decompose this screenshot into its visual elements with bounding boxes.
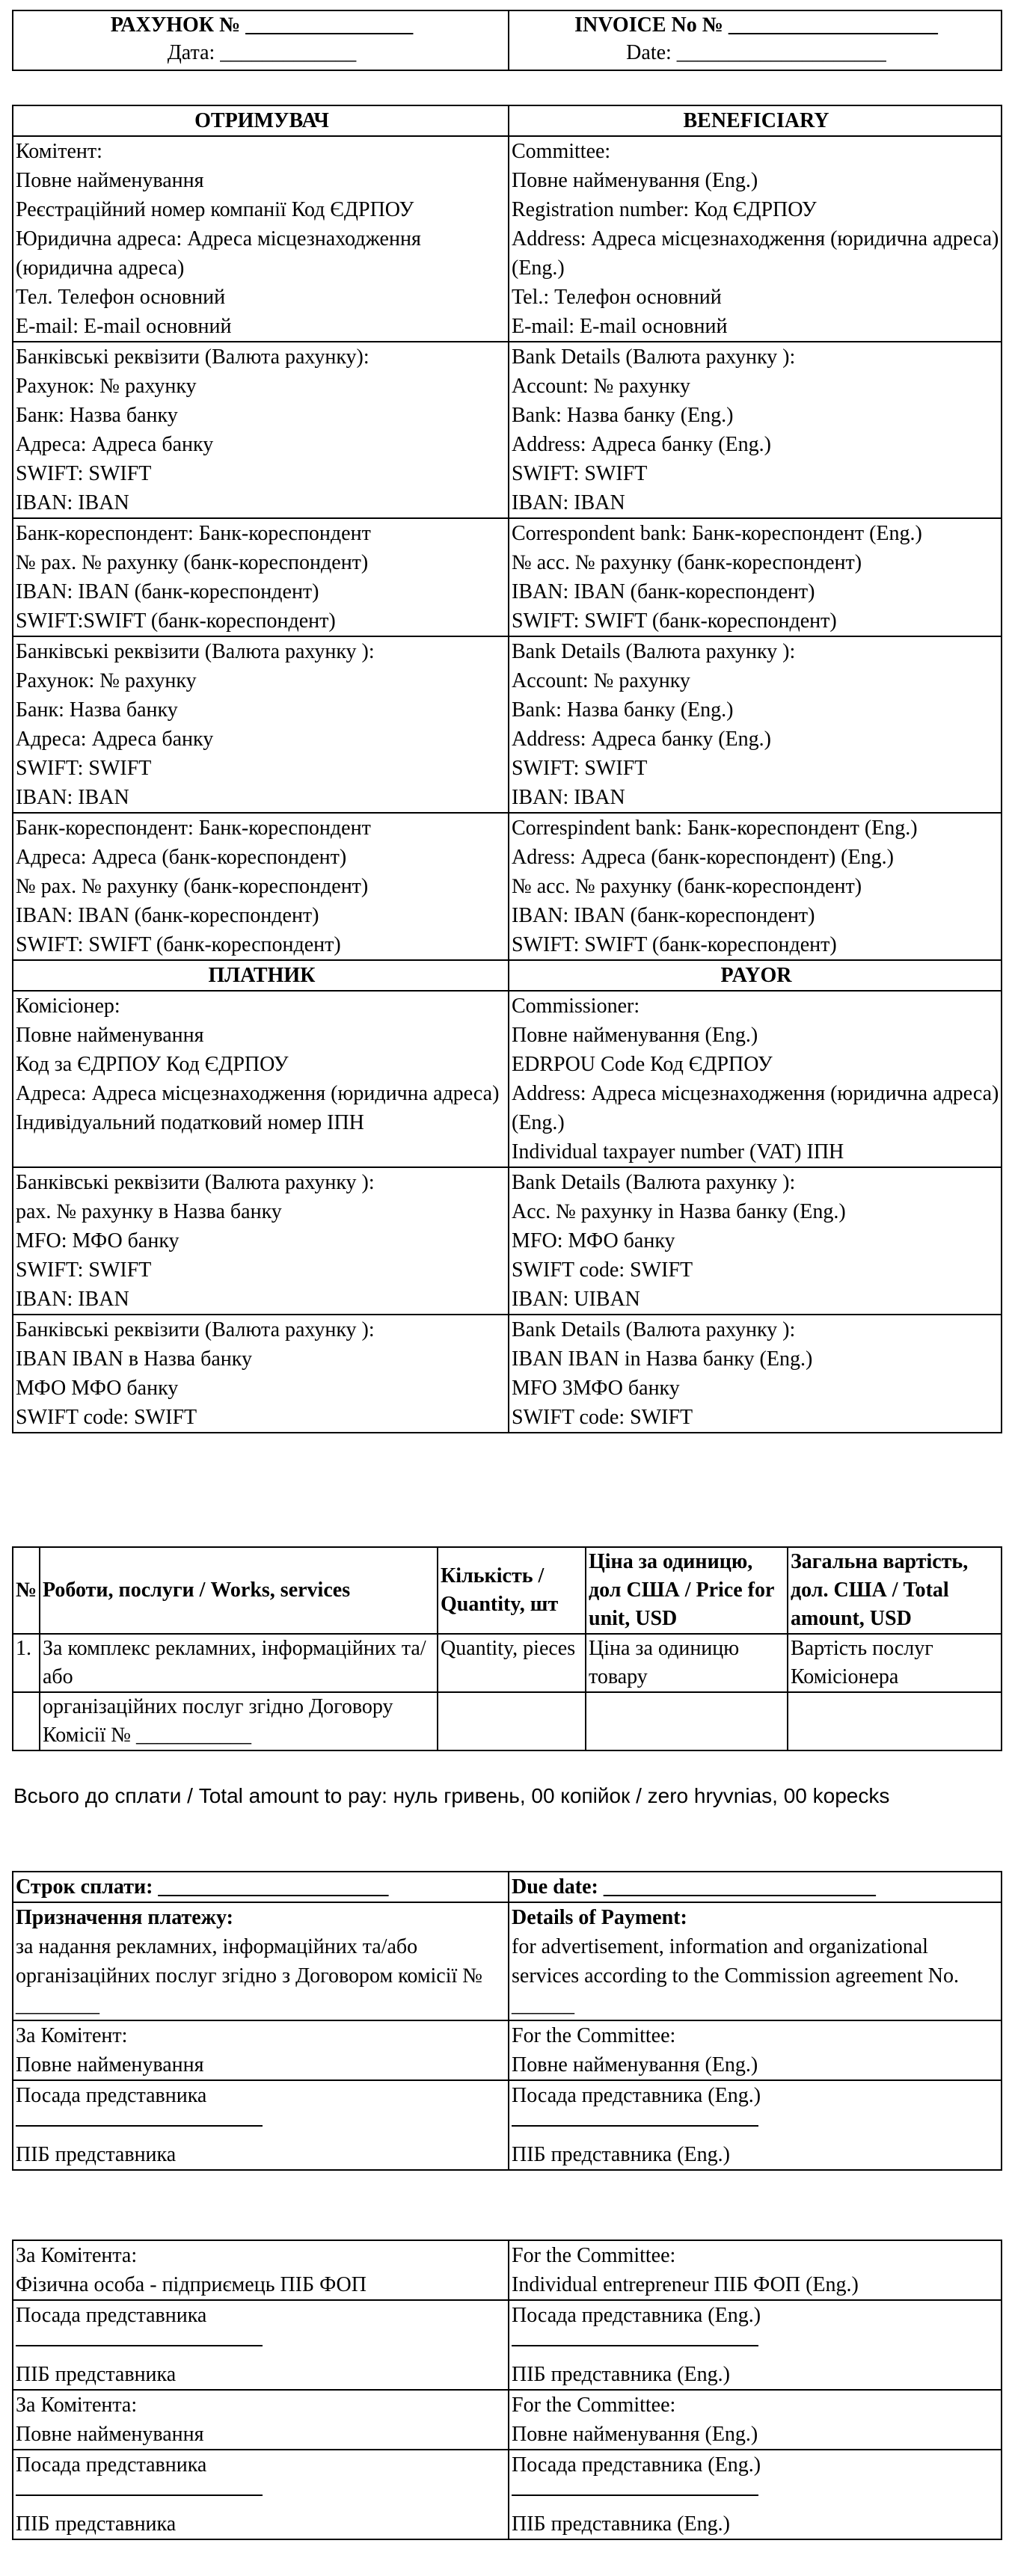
- table-row: [13, 1634, 1002, 1692]
- text-line: Повне найменування (Eng.): [512, 2053, 758, 2077]
- text-line: Юридична адреса: Адреса місцезнаходження (юридична адреса): [16, 227, 421, 280]
- text-line: Address: Адреса місцезнаходження (юридична адреса) (Eng.): [512, 1082, 999, 1134]
- text-line: Повне найменування: [16, 169, 204, 192]
- text-line: Реєстраційний номер компанії Код ЄДРПОУ: [16, 198, 414, 221]
- name-label: ПІБ представника (Eng.): [512, 2512, 730, 2536]
- row-total-empty: [788, 1692, 1002, 1750]
- sig2-for-ua: [13, 2390, 509, 2450]
- payment-signature-en: [509, 2080, 1002, 2170]
- text-line: Commissioner:: [512, 995, 640, 1018]
- text-line: For the Committee:: [512, 2024, 676, 2047]
- text-line: Address: Адреса банку (Eng.): [512, 728, 771, 751]
- text-line: MFO: МФО банку: [16, 1229, 180, 1252]
- text-line: Повне найменування: [16, 1024, 204, 1047]
- col-header-total: Загальна вартість, дол. США / Total amount, USD: [788, 1547, 1002, 1634]
- text-line: Individual entrepreneur ПІБ ФОП (Eng.): [512, 2273, 859, 2296]
- text-line: Адреса: Адреса банку: [16, 433, 214, 456]
- text-line: SWIFT: SWIFT (банк-кореспондент): [16, 933, 341, 956]
- text-line: Tel.: Телефон основний: [512, 286, 722, 309]
- text-line: Повне найменування: [16, 2423, 204, 2446]
- text-line: Фізична особа - підприємець ПІБ ФОП: [16, 2273, 367, 2296]
- name-label: ПІБ представника (Eng.): [512, 2143, 730, 2166]
- text-line: IBAN: IBAN (банк-кореспондент): [16, 580, 319, 603]
- text-line: For the Committee:: [512, 2244, 676, 2267]
- text-line: Address: Адреса банку (Eng.): [512, 433, 771, 456]
- invoice-date-en: Date: ____________________: [626, 41, 886, 64]
- text-line: Рахунок: № рахунку: [16, 375, 197, 398]
- table-row: [13, 1692, 1002, 1750]
- text-line: Account: № рахунку: [512, 669, 690, 692]
- text-line: Registration number: Код ЄДРПОУ: [512, 198, 817, 221]
- text-line: IBAN: IBAN (банк-кореспондент): [512, 904, 815, 927]
- text-line: Acc. № рахунку in Назва банку (Eng.): [512, 1200, 846, 1223]
- text-line: Bank Details (Валюта рахунку ):: [512, 640, 796, 663]
- services-table: [12, 1546, 1002, 1751]
- purpose-heading: Details of Payment:: [512, 1906, 687, 1929]
- text-line: За Комітента:: [16, 2394, 138, 2417]
- text-line: рах. № рахунку в Назва банку: [16, 1200, 282, 1223]
- position-label: Посада представника (Eng.): [512, 2453, 761, 2477]
- header-right-cell: [509, 10, 1002, 70]
- recipient-block1-en: [509, 136, 1002, 342]
- text-line: IBAN: IBAN: [512, 786, 625, 809]
- text-line: SWIFT: SWIFT (банк-кореспондент): [512, 933, 837, 956]
- text-line: Correspindent bank: Банк-кореспондент (Eng.): [512, 817, 918, 840]
- col-header-price: Ціна за одиницю, дол США / Price for unit, USD: [586, 1547, 788, 1634]
- name-label: ПІБ представника: [16, 2143, 177, 2166]
- recipient-block5-en: [509, 813, 1002, 960]
- signatures-table: [12, 2240, 1002, 2540]
- text-line: IBAN: IBAN (банк-кореспондент): [16, 904, 319, 927]
- text-line: SWIFT code: SWIFT: [512, 1258, 693, 1282]
- text-line: За Комітента:: [16, 2244, 138, 2267]
- text-line: Individual taxpayer number (VAT) ІПН: [512, 1140, 844, 1163]
- text-line: SWIFT: SWIFT: [512, 462, 648, 485]
- payer-heading-ua: ПЛАТНИК: [13, 960, 509, 991]
- text-line: IBAN: IBAN: [16, 1288, 129, 1311]
- purpose-text: for advertisement, information and organizational services according to the Commission agreement No. ______: [512, 1935, 959, 2017]
- name-label: ПІБ представника (Eng.): [512, 2363, 730, 2386]
- payment-for-ua: [13, 2020, 509, 2080]
- text-line: Повне найменування (Eng.): [512, 2423, 758, 2446]
- row-num: 1.: [13, 1634, 40, 1692]
- text-line: For the Committee:: [512, 2394, 676, 2417]
- signature-line: [16, 2480, 263, 2496]
- text-line: Банківські реквізити (Валюта рахунку ):: [16, 640, 375, 663]
- sig2-for-en: [509, 2390, 1002, 2450]
- recipient-heading-en: BENEFICIARY: [509, 105, 1002, 136]
- purpose-text: за надання рекламних, інформаційних та/або організаційних послуг згідно з Договором комісії № ________: [16, 1935, 483, 2017]
- payer-block2-en: [509, 1167, 1002, 1315]
- text-line: MFO: МФО банку: [512, 1229, 675, 1252]
- text-line: SWIFT: SWIFT (банк-кореспондент): [512, 609, 837, 633]
- payment-purpose-ua: [13, 1902, 509, 2020]
- recipient-block2-ua: [13, 342, 509, 518]
- text-line: Адреса: Адреса (банк-кореспондент): [16, 846, 347, 869]
- text-line: IBAN: IBAN: [512, 491, 625, 514]
- recipient-block5-ua: [13, 813, 509, 960]
- text-line: SWIFT: SWIFT: [16, 757, 152, 780]
- position-label: Посада представника: [16, 2084, 207, 2107]
- text-line: Bank Details (Валюта рахунку ):: [512, 1318, 796, 1341]
- row-quantity: Quantity, pieces: [438, 1634, 586, 1692]
- text-line: MFO 3МФО банку: [512, 1377, 680, 1400]
- text-line: Банк-кореспондент: Банк-кореспондент: [16, 522, 371, 545]
- text-line: Банківські реквізити (Валюта рахунку):: [16, 345, 369, 369]
- payer-block1-en: [509, 991, 1002, 1167]
- text-line: Correspondent bank: Банк-кореспондент (Eng.): [512, 522, 922, 545]
- text-line: IBAN: IBAN: [16, 491, 129, 514]
- text-line: SWIFT: SWIFT: [16, 1258, 152, 1282]
- row-total: Вартість послуг Комісіонера: [788, 1634, 1002, 1692]
- text-line: Bank: Назва банку (Eng.): [512, 404, 734, 427]
- recipient-block2-en: [509, 342, 1002, 518]
- payer-block2-ua: [13, 1167, 509, 1315]
- text-line: EDRPOU Code Код ЄДРПОУ: [512, 1053, 773, 1076]
- invoice-title-ua: РАХУНОК № ________________: [110, 13, 414, 37]
- name-label: ПІБ представника: [16, 2512, 177, 2536]
- sig1-for-en: [509, 2240, 1002, 2300]
- text-line: № рах. № рахунку (банк-кореспондент): [16, 875, 369, 898]
- sig1-signature-ua: [13, 2300, 509, 2390]
- text-line: МФО МФО банку: [16, 1377, 179, 1400]
- text-line: № acc. № рахунку (банк-кореспондент): [512, 875, 862, 898]
- recipient-block4-ua: [13, 636, 509, 813]
- text-line: Повне найменування (Eng.): [512, 1024, 758, 1047]
- text-line: № рах. № рахунку (банк-кореспондент): [16, 551, 369, 574]
- position-label: Посада представника (Eng.): [512, 2304, 761, 2327]
- text-line: Bank Details (Валюта рахунку ):: [512, 1171, 796, 1194]
- text-line: IBAN: IBAN (банк-кореспондент): [512, 580, 815, 603]
- due-date-en: Due date: __________________________: [509, 1872, 1002, 1902]
- text-line: Повне найменування (Eng.): [512, 169, 758, 192]
- row-num-empty: [13, 1692, 40, 1750]
- text-line: Банківські реквізити (Валюта рахунку ):: [16, 1318, 375, 1341]
- due-date-ua: Строк сплати: ______________________: [13, 1872, 509, 1902]
- row-service: За комплекс рекламних, інформаційних та/або: [40, 1634, 438, 1692]
- text-line: Address: Адреса місцезнаходження (юридична адреса) (Eng.): [512, 227, 999, 280]
- payment-purpose-en: [509, 1902, 1002, 2020]
- text-line: Комітент:: [16, 140, 102, 163]
- text-line: IBAN: IBAN: [16, 786, 129, 809]
- signature-line: [512, 2110, 758, 2127]
- text-line: Adress: Адреса (банк-кореспондент) (Eng.): [512, 846, 894, 869]
- text-line: Bank Details (Валюта рахунку ):: [512, 345, 796, 369]
- text-line: Індивідуальний податковий номер ІПН: [16, 1111, 364, 1134]
- position-label: Посада представника (Eng.): [512, 2084, 761, 2107]
- text-line: E-mail: E-mail основний: [512, 315, 728, 338]
- text-line: Банк-кореспондент: Банк-кореспондент: [16, 817, 371, 840]
- text-line: IBAN: UIBAN: [512, 1288, 640, 1311]
- row-price-empty: [586, 1692, 788, 1750]
- text-line: Committee:: [512, 140, 611, 163]
- recipient-block3-en: [509, 518, 1002, 636]
- recipient-block4-en: [509, 636, 1002, 813]
- text-line: Код за ЄДРПОУ Код ЄДРПОУ: [16, 1053, 289, 1076]
- row-quantity-empty: [438, 1692, 586, 1750]
- text-line: Повне найменування: [16, 2053, 204, 2077]
- col-header-service: Роботи, послуги / Works, services: [40, 1547, 438, 1634]
- total-amount-line: Всього до сплати / Total amount to pay: нуль гривень, 00 копійок / zero hryvnias, 00 kopecks: [13, 1784, 890, 1807]
- text-line: Банк: Назва банку: [16, 698, 178, 722]
- row-price: Ціна за одиницю товару: [586, 1634, 788, 1692]
- invoice-date-ua: Дата: _____________: [167, 41, 357, 64]
- text-line: IBAN IBAN в Назва банку: [16, 1347, 252, 1371]
- purpose-heading: Призначення платежу:: [16, 1906, 233, 1929]
- recipient-block3-ua: [13, 518, 509, 636]
- header-left-cell: [13, 10, 509, 70]
- row-service-cont: організаційних послуг згідно Договору Комісії № ___________: [40, 1692, 438, 1750]
- payer-heading-en: PAYOR: [509, 960, 1002, 991]
- signature-line: [512, 2480, 758, 2496]
- recipient-heading-ua: ОТРИМУВАЧ: [13, 105, 509, 136]
- sig1-signature-en: [509, 2300, 1002, 2390]
- signature-line: [512, 2330, 758, 2346]
- payer-block1-ua: [13, 991, 509, 1167]
- position-label: Посада представника: [16, 2453, 207, 2477]
- sig2-signature-ua: [13, 2450, 509, 2539]
- signature-line: [16, 2110, 263, 2127]
- name-label: ПІБ представника: [16, 2363, 177, 2386]
- text-line: Адреса: Адреса банку: [16, 728, 214, 751]
- sig1-for-ua: [13, 2240, 509, 2300]
- payment-for-en: [509, 2020, 1002, 2080]
- text-line: За Комітент:: [16, 2024, 128, 2047]
- text-line: № acc. № рахунку (банк-кореспондент): [512, 551, 862, 574]
- parties-table: [12, 105, 1002, 1433]
- text-line: Bank: Назва банку (Eng.): [512, 698, 734, 722]
- text-line: Тел. Телефон основний: [16, 286, 226, 309]
- payer-block3-ua: [13, 1315, 509, 1433]
- invoice-header-table: [12, 10, 1002, 71]
- sig2-signature-en: [509, 2450, 1002, 2539]
- text-line: Комісіонер:: [16, 995, 120, 1018]
- payment-signature-ua: [13, 2080, 509, 2170]
- text-line: Рахунок: № рахунку: [16, 669, 197, 692]
- payer-block3-en: [509, 1315, 1002, 1433]
- col-header-quantity: Кількість / Quantity, шт: [438, 1547, 586, 1634]
- position-label: Посада представника: [16, 2304, 207, 2327]
- text-line: Банк: Назва банку: [16, 404, 178, 427]
- signature-line: [16, 2330, 263, 2346]
- payment-table: [12, 1871, 1002, 2171]
- text-line: SWIFT:SWIFT (банк-кореспондент): [16, 609, 336, 633]
- text-line: SWIFT code: SWIFT: [16, 1406, 197, 1429]
- text-line: IBAN IBAN in Назва банку (Eng.): [512, 1347, 813, 1371]
- text-line: Account: № рахунку: [512, 375, 690, 398]
- recipient-block1-ua: [13, 136, 509, 342]
- text-line: Адреса: Адреса місцезнаходження (юридична адреса): [16, 1082, 500, 1105]
- text-line: Банківські реквізити (Валюта рахунку ):: [16, 1171, 375, 1194]
- col-header-num: №: [13, 1547, 40, 1634]
- text-line: SWIFT code: SWIFT: [512, 1406, 693, 1429]
- text-line: E-mail: E-mail основний: [16, 315, 232, 338]
- text-line: SWIFT: SWIFT: [16, 462, 152, 485]
- invoice-title-en: INVOICE No № ____________________: [574, 13, 938, 37]
- text-line: SWIFT: SWIFT: [512, 757, 648, 780]
